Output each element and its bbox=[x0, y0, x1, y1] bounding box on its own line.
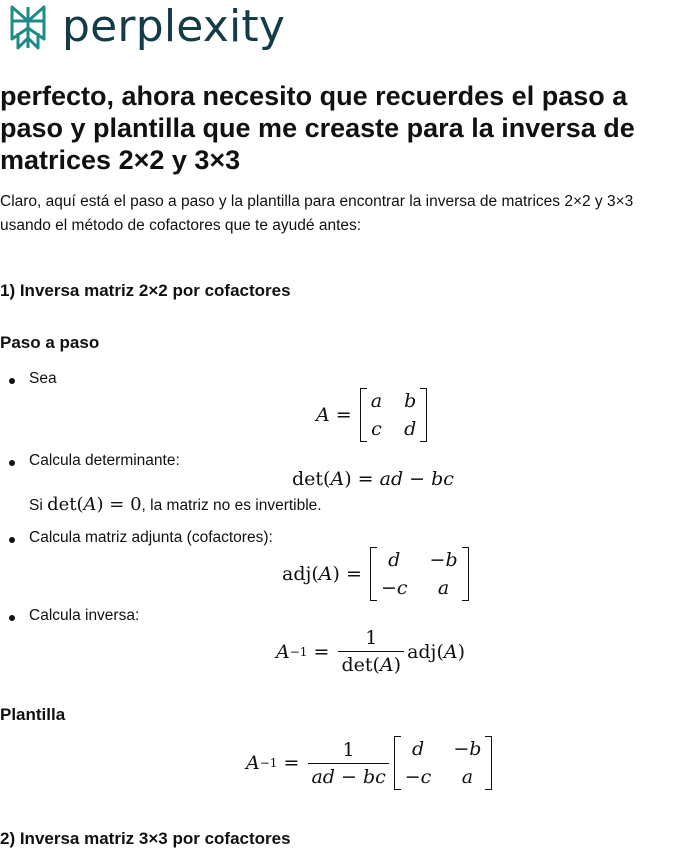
step-2-label: Calcula determinante: bbox=[29, 452, 180, 469]
section1-heading: 1) Inversa matriz 2×2 por cofactores bbox=[0, 281, 291, 300]
template-matrix: d −b −c a bbox=[394, 736, 493, 790]
matrix-a-formula: A = a b c d bbox=[316, 388, 429, 442]
answer-intro: Claro, aquí está el paso a paso y la plantilla para encontrar la inversa de matrices 2×2 y 3×3 usando el método de cofactores que te ayudé antes: bbox=[0, 193, 634, 234]
perplexity-logo-icon bbox=[8, 4, 48, 50]
inverse-formula: A −1 = $\frac{1}{\det(A)}$ adj( A ) bbox=[276, 627, 466, 676]
step-4-label: Calcula inversa: bbox=[29, 607, 140, 624]
adjoint-formula: adj( A ) = d −b −c a bbox=[282, 547, 471, 601]
step-1-label: Sea bbox=[29, 370, 57, 387]
bullet bbox=[9, 460, 15, 466]
plantilla-heading: Plantilla bbox=[0, 705, 66, 724]
brand-wordmark: perplexity bbox=[62, 1, 286, 52]
adjoint-matrix: d −b −c a bbox=[370, 547, 469, 601]
paso-heading: Paso a paso bbox=[0, 333, 100, 352]
matrix-a: a b c d bbox=[360, 388, 428, 442]
bullet bbox=[9, 378, 15, 384]
section2-heading: 2) Inversa matriz 3×3 por cofactores bbox=[0, 829, 291, 848]
step-3-label: Calcula matriz adjunta (cofactores): bbox=[29, 529, 273, 546]
determinant-formula: det( A ) = ad − bc bbox=[292, 468, 454, 490]
question-title: perfecto, ahora necesito que recuerdes el paso a paso y plantilla que me creaste para la inversa de matrices 2×2 y 3×3 bbox=[0, 81, 635, 175]
template-formula: A −1 = $\frac{1}{ad - bc}$ d −b −c a bbox=[246, 736, 494, 790]
det-zero-note: Si det(A) = 0, la matriz no es invertible. bbox=[29, 494, 322, 515]
header bbox=[8, 2, 285, 52]
bullet bbox=[9, 615, 15, 621]
bullet bbox=[9, 537, 15, 543]
